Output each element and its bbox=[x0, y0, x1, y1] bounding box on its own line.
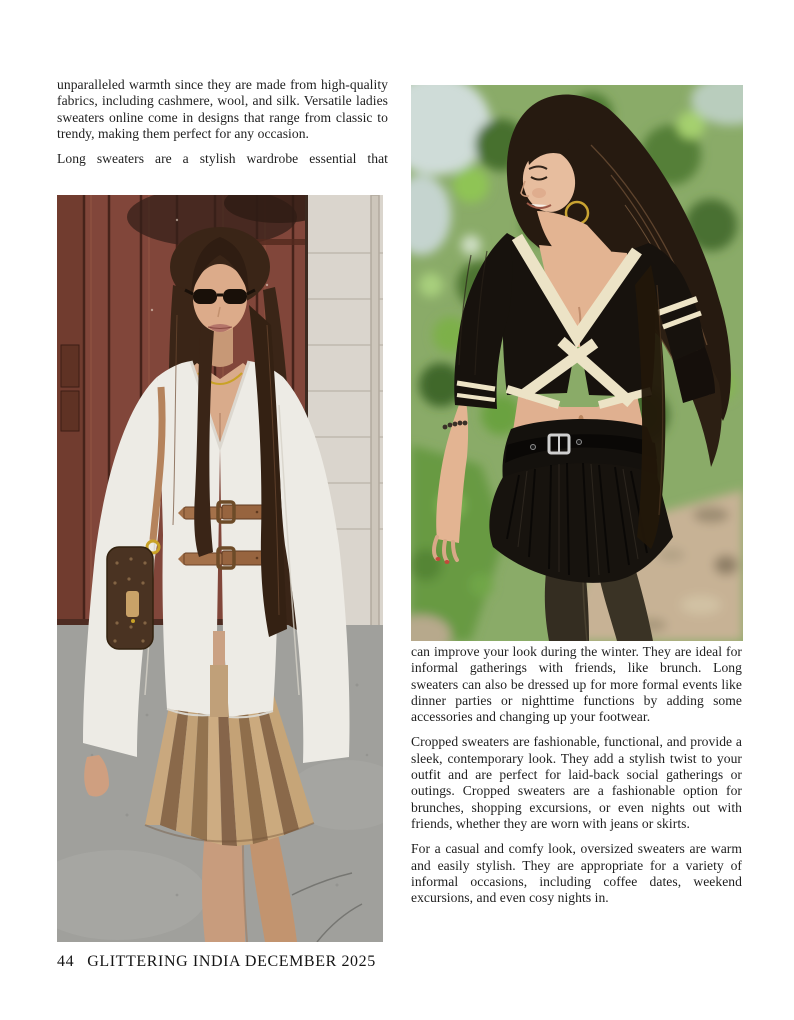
paragraph: can improve your look during the winter. They are ideal for informal gatherings with friends, like brunch. Long sweaters can also be dressed up for more formal events like dinner parties or nighttime functions by adding some accessories and changing up your footwear. bbox=[411, 644, 742, 725]
right-text-column bbox=[411, 644, 742, 915]
page-number: 44 bbox=[57, 953, 75, 970]
photo-black-crop-sweater-outfit bbox=[411, 85, 743, 641]
paragraph: Cropped sweaters are fashionable, functional, and provide a sleek, contemporary look. They add a stylish twist to your outfit and are perfect for laid-back social gatherings or outings. Cropped sweaters are a fashionable option for brunches, shopping excursions, or even nights out with friends, whether they are worn with jeans or skirts. bbox=[411, 734, 742, 831]
page-footer bbox=[57, 953, 376, 971]
photo-white-cardigan-outfit bbox=[57, 195, 383, 942]
left-text-column bbox=[57, 77, 388, 176]
paragraph: unparalleled warmth since they are made from high-quality fabrics, including cashmere, wool, and silk. Versatile ladies sweaters online come in designs that range from classic to trendy, making them perfect for any occasion. bbox=[57, 77, 388, 141]
paragraph: For a casual and comfy look, oversized sweaters are warm and easily stylish. They are appropriate for a variety of informal occasions, including coffee dates, weekend excursions, and even cosy nights in. bbox=[411, 841, 742, 906]
magazine-issue-line: GLITTERING INDIA DECEMBER 2025 bbox=[87, 953, 376, 970]
paragraph: Long sweaters are a stylish wardrobe essential that bbox=[57, 151, 388, 167]
